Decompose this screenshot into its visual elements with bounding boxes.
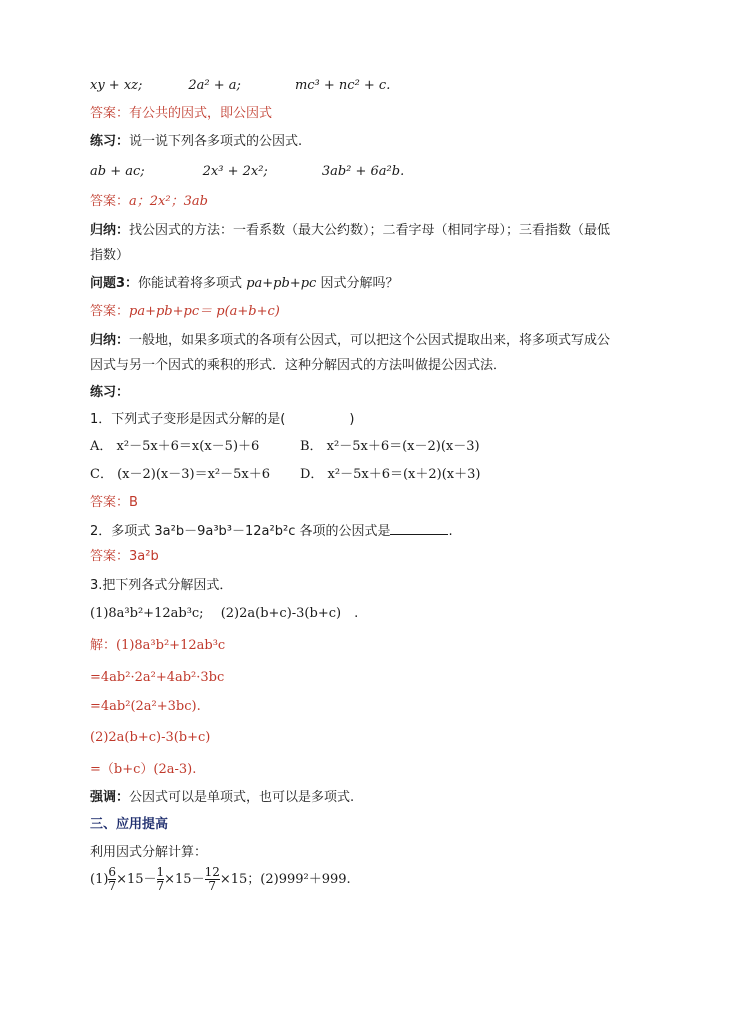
- summary-2-label: 归纳：: [90, 333, 130, 348]
- question-3: [90, 274, 398, 294]
- answer-3-label: 答案：: [90, 304, 130, 319]
- fraction-3-den: 7: [205, 879, 220, 893]
- answer-3: [90, 302, 280, 322]
- summary-2-cont: 因式与另一个因式的乘积的形式．这种分解因式的方法叫做提公因式法．: [90, 358, 507, 373]
- calc-part-4: ×15；(2)999²＋999.: [219, 872, 351, 887]
- calc-intro: 利用因式分解计算：: [90, 845, 208, 860]
- problem-2-stem: [90, 520, 453, 542]
- summary-2: [90, 331, 610, 351]
- solution-line-2: =4ab²·2a²+4ab²·3bc: [90, 670, 225, 685]
- problem-3-items: (1)8a³b²+12ab³c; (2)2a(b+c)-3(b+c) .: [90, 606, 359, 621]
- section-title: 三、应用提高: [90, 817, 169, 832]
- question-3-text-2: 因式分解吗？: [320, 276, 399, 291]
- summary-1-text: 找公因式的方法：一看系数（最大公约数）；二看字母（相同字母）；三看指数（最低: [129, 223, 611, 238]
- expression-line-1: [90, 76, 390, 96]
- fraction-3-num: 12: [204, 865, 220, 879]
- option-b: B． x²－5x＋6＝(x－2)(x－3): [300, 439, 480, 454]
- exercise-2-label: 练习：: [90, 385, 130, 400]
- expr-2: 2a² + a;: [188, 78, 241, 93]
- answer-4: 答案：B: [90, 495, 138, 510]
- summary-2-text: 一般地，如果多项式的各项有公因式，可以把这个公因式提取出来，将多项式写成公: [129, 333, 611, 348]
- exercise-1-text: 说一说下列各多项式的公因式.: [129, 134, 303, 149]
- solution-line-3: =4ab²(2a²+3bc).: [90, 699, 201, 714]
- answer-1: 答案：有公共的因式，即公因式: [90, 106, 273, 121]
- expr-6: 3ab² + 6a²b.: [321, 164, 405, 179]
- fraction-3: [205, 866, 220, 893]
- expr-3: mc³ + nc² + c.: [294, 78, 391, 93]
- problem-1-stem: [90, 410, 354, 430]
- problem-1-close: ): [349, 412, 355, 427]
- option-d: D． x²－5x＋6＝(x＋2)(x＋3): [300, 467, 481, 482]
- calc-part-1: (1): [90, 872, 109, 887]
- answer-3-text: pa+pb+pc＝ p(a+b+c): [129, 304, 280, 319]
- emphasis-text: 公因式可以是单项式，也可以是多项式.: [129, 790, 355, 805]
- fraction-2: [157, 866, 165, 893]
- calc-expression: [90, 866, 351, 894]
- option-a: A． x²－5x＋6＝x(x－5)＋6: [90, 439, 260, 454]
- expr-4: ab + ac;: [90, 164, 145, 179]
- summary-1-cont: 指数）: [90, 248, 130, 263]
- problem-1-stem-text: 1．下列式子变形是因式分解的是(: [90, 412, 286, 427]
- emphasis: [90, 788, 354, 808]
- expression-line-2: [90, 162, 404, 182]
- fraction-1-den: 7: [108, 879, 117, 893]
- problem-2-stem-text: 2．多项式 3a²b－9a³b³－12a²b²c 各项的公因式是: [90, 524, 391, 539]
- answer-5: 答案：3a²b: [90, 549, 159, 564]
- calc-part-2: ×15－: [116, 872, 157, 887]
- expr-1: xy + xz;: [90, 78, 143, 93]
- solution-line-5: =（b+c）(2a-3).: [90, 762, 197, 777]
- summary-1-label: 归纳：: [90, 223, 130, 238]
- fraction-1: [108, 866, 116, 893]
- fraction-1-num: 6: [108, 865, 117, 879]
- answer-blank[interactable]: [390, 520, 448, 535]
- solution-line-1: 解：(1)8a³b²+12ab³c: [90, 638, 226, 653]
- answer-2-text: a；2x²；3ab: [129, 194, 208, 209]
- question-3-expr: pa+pb+pc: [246, 276, 317, 291]
- problem-3-stem: 3.把下列各式分解因式．: [90, 578, 233, 593]
- problem-2-end: .: [448, 524, 453, 539]
- exercise-1-label: 练习：: [90, 134, 130, 149]
- summary-1: [90, 221, 610, 241]
- question-3-text-1: 你能试着将多项式: [138, 276, 243, 291]
- emphasis-label: 强调：: [90, 790, 130, 805]
- question-3-label: 问题3：: [90, 276, 139, 291]
- option-c: C． (x－2)(x－3)＝x²－5x＋6: [90, 467, 270, 482]
- problem-1-row-1: [90, 437, 480, 457]
- answer-2: [90, 192, 208, 212]
- calc-part-3: ×15－: [164, 872, 205, 887]
- expr-5: 2x³ + 2x²;: [202, 164, 268, 179]
- solution-line-4: (2)2a(b+c)-3(b+c): [90, 730, 211, 745]
- problem-1-row-2: [90, 465, 480, 485]
- exercise-1: [90, 132, 302, 152]
- answer-2-label: 答案：: [90, 194, 130, 209]
- fraction-2-den: 7: [156, 879, 165, 893]
- fraction-2-num: 1: [156, 865, 165, 879]
